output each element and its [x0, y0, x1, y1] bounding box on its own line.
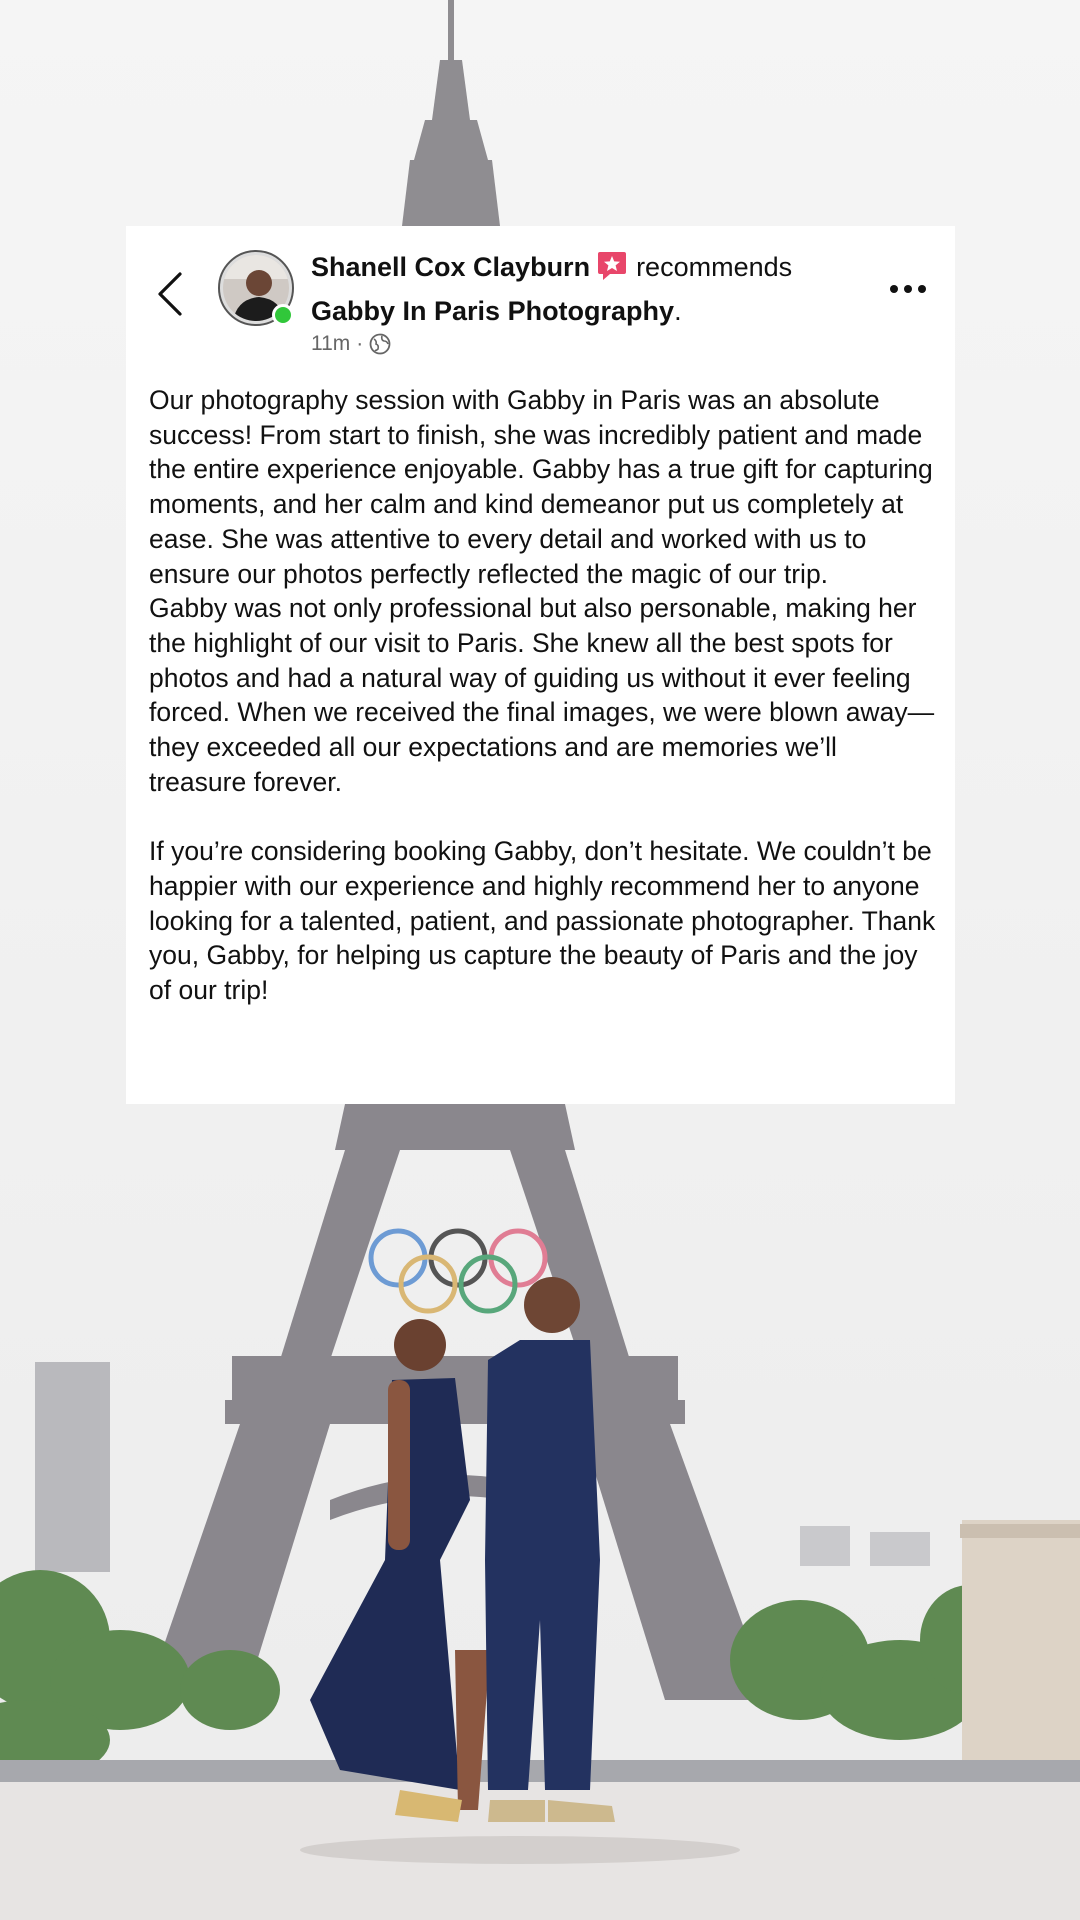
post-header-line	[311, 248, 871, 292]
avatar[interactable]	[218, 250, 294, 326]
page-name-link[interactable]: Gabby In Paris Photography	[311, 296, 675, 326]
post-body	[149, 383, 939, 1008]
recommend-star-badge-icon	[596, 250, 628, 292]
recommends-text: recommends	[636, 252, 793, 282]
post-timestamp[interactable]: 11m	[311, 332, 351, 355]
post-meta	[311, 332, 871, 356]
chevron-left-icon	[157, 271, 183, 317]
page-name-line	[311, 292, 871, 330]
post-header	[311, 248, 871, 356]
post-card	[126, 226, 955, 1104]
post-paragraph-2: Gabby was not only professional but also personable, making her the highlight of our visit to Paris. She knew all the best spots for photos and had a natural way of guiding us without it ever feeling forced. When we received the final images, we were blown away—they exceeded all our expectations and are memories we’ll treasure forever.	[149, 593, 935, 797]
distant-tower	[35, 1362, 110, 1572]
post-paragraph-1: Our photography session with Gabby in Paris was an absolute success! From start to finish, she was incredibly patient and made the entire experience enjoyable. Gabby has a true gift for capturing moments, and her calm and kind demeanor put us completely at ease. She was attentive to every detail and worked with us to ensure our photos perfectly reflected the magic of our trip.	[149, 385, 933, 589]
author-name[interactable]: Shanell Cox Clayburn	[311, 252, 591, 282]
post-paragraph-3: If you’re considering booking Gabby, don’t hesitate. We couldn’t be happier with our experience and highly recommend her to anyone looking for a talented, patient, and passionate photographer. Thank you, Gabby, for helping us capture the beauty of Paris and the joy of our trip!	[149, 836, 936, 1005]
online-status-dot	[272, 304, 294, 326]
stone-pillar	[962, 1520, 1080, 1780]
back-button[interactable]	[148, 266, 192, 322]
globe-icon	[369, 333, 391, 355]
meta-separator: ·	[356, 332, 364, 355]
page-name-suffix: .	[674, 296, 682, 326]
more-options-button[interactable]	[883, 274, 933, 304]
more-dots-icon	[889, 284, 927, 294]
